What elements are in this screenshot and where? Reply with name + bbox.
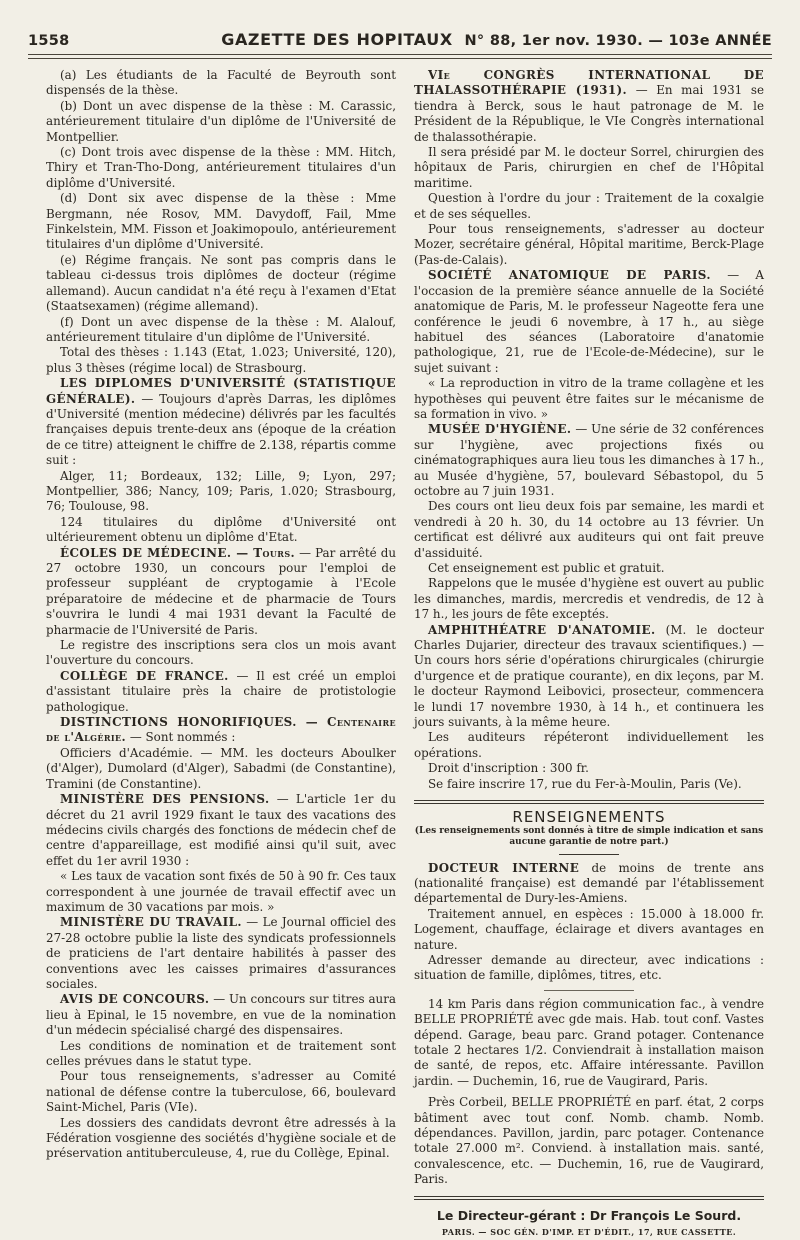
ad-divider	[544, 990, 634, 991]
section-congres	[414, 68, 764, 145]
short-divider	[559, 854, 619, 855]
interne-p3: Adresser demande au directeur, avec indications : situation de famille, diplômes, titres, etc.	[414, 952, 764, 983]
renseignements-note: (Les renseignements sont donnés à titre de simple indication et sans aucune garantie de notre part.)	[414, 825, 764, 847]
musee-p2: Des cours ont lieu deux fois par semaine, les mardi et vendredi à 20 h. 30, du 14 octobre au 13 février. Un certificat est délivré aux auditeurs qui ont fait preuve d'assiduité.	[414, 499, 764, 560]
header-rule	[28, 54, 772, 55]
section-text: — Une série de 32 conférences sur l'hygiène, avec projections fixés ou cinématographiques aura lieu tous les dimanches à 17 h., au Musée d'hygiène, 57, boulevard Sébastopol, du 5 octobre au 7 juin 1931.	[414, 422, 764, 498]
note-e: (e) Régime français. Ne sont pas compris dans le tableau ci-dessus trois diplômes de docteur (régime allemand). Aucun candidat n'a été reçu à l'examen d'Etat (Staatsexamen) (régime allemand).	[46, 252, 396, 314]
diplomes-end: 124 titulaires du diplôme d'Université ont ultérieurement obtenu un diplôme d'Etat.	[46, 514, 396, 545]
note-d: (d) Dont six avec dispense de la thèse : Mme Bergmann, née Rosov, MM. Davydoff, Fail, Mme Finkelstein, MM. Fisson et Joakimopoulo, antérieurement titulaires d'un diplôme d'Université.	[46, 191, 396, 252]
concours-p2: Les conditions de nomination et de traitement sont celles prévues dans le statut type.	[46, 1038, 396, 1068]
section-text: — Par arrêté du 27 octobre 1930, un concours pour l'emploi de professeur suppléant de cryptogamie à l'Ecole préparatoire de médecine et de pharmacie de Tours s'ouvrira le lundi 4 mai 1931 devant la Faculté de pharmacie de l'Université de Paris.	[46, 545, 396, 637]
interne-p2: Traitement annuel, en espèces : 15.000 à 18.000 fr. Logement, chauffage, éclairage et divers avantages en nature.	[414, 906, 764, 952]
note-f: (f) Dont un avec dispense de la thèse : M. Alalouf, antérieurement titulaire d'un diplôme de l'Université.	[46, 314, 396, 344]
footer-divider	[414, 1196, 764, 1200]
pensions-quote: « Les taux de vacation sont fixés de 50 à 90 fr. Ces taux correspondent à une journée de travail effectif avec un maximum de 30 vacations par mois. »	[46, 869, 396, 914]
header-rule-thin	[28, 58, 772, 59]
concours-p4: Les dossiers des candidats devront être adressés à la Fédération vosgienne des sociétés d'hygiène sociale et de préservation antituberculeuse, 4, rue du Collège, Epinal.	[46, 1115, 396, 1161]
section-heading: DOCTEUR INTERNE	[428, 860, 580, 875]
section-heading: COLLÈGE DE FRANCE.	[60, 668, 229, 683]
printer-imprint: PARIS. — SOC GÉN. D'IMP. ET D'ÉDIT., 17, RUE CASSETTE.	[441, 1227, 737, 1238]
section-heading: MUSÉE D'HYGIÈNE.	[428, 422, 572, 437]
section-heading: DISTINCTIONS HONORIFIQUES. — Centenaire de l'Algérie.	[46, 715, 396, 745]
section-heading: LES DIPLOMES D'UNIVERSITÉ (STATISTIQUE GÉNÉRALE).	[46, 376, 396, 406]
directeur-gerant: Le Directeur-gérant : Dr François Le Sourd.	[436, 1207, 742, 1223]
total-theses: Total des thèses : 1.143 (Etat, 1.023; Université, 120), plus 3 thèses (régime local) de Strasbourg.	[46, 345, 396, 375]
renseignements-title: RENSEIGNEMENTS	[512, 808, 666, 827]
section-heading: MINISTÈRE DES PENSIONS.	[60, 792, 270, 807]
section-heading: MINISTÈRE DU TRAVAIL.	[60, 915, 242, 930]
section-distinctions	[46, 715, 396, 746]
right-column	[414, 68, 764, 1240]
section-text: — Le Journal officiel des 27-28 octobre publie la liste des syndicats professionnels de praticiens de l'art dentaire habilités à passer des conventions avec les caisses primaires d'assurances sociales.	[46, 915, 396, 991]
concours-p3: Pour tous renseignements, s'adresser au Comité national de défense contre la tuberculose, 66, boulevard Saint-Michel, Paris (VIe).	[46, 1069, 396, 1115]
amphi-p2: Les auditeurs répéteront individuellement les opérations.	[414, 730, 764, 760]
section-text: — A l'occasion de la première séance annuelle de la Société anatomique de Paris, M. le professeur Nageotte fera une conférence le jeudi 6 novembre, à 17 h., au siège habituel des séances (Laboratoire d'anatomie pathologique, 21, rue de l'Ecole-de-Médecine), sur le sujet suivant :	[414, 268, 764, 375]
page-number: 1558	[28, 33, 70, 49]
diplomes-list: Alger, 11; Bordeaux, 132; Lille, 9; Lyon, 297; Montpellier, 386; Nancy, 109; Paris, 1.020; Strasbourg, 76; Toulouse, 98.	[46, 468, 396, 514]
section-divider	[414, 800, 764, 804]
section-text: — Un concours sur titres aura lieu à Epinal, le 15 novembre, en vue de la nomination d'un médecin spécialisé chargé des dispensaires.	[46, 992, 396, 1038]
section-ecoles	[46, 546, 396, 638]
section-text: — En mai 1931 se tiendra à Berck, sous le haut patronage de M. le Président de la République, le VIe Congrès international de thalassothérapie.	[414, 83, 764, 144]
classified-ad-2: Près Corbeil, BELLE PROPRIÉTÉ en parf. état, 2 corps bâtiment avec tout conf. Nomb. chamb. Nomb. dépendances. Pavillon, jardin, parc potager. Contenance totale 27.000 m². Conviend. à installation mais. santé, convalescence, etc. — Duchemin, 16, rue de Vaugirard, Paris.	[414, 1095, 764, 1187]
left-column	[46, 68, 396, 1162]
congres-p4: Pour tous renseignements, s'adresser au docteur Mozer, secrétaire général, Hôpital maritime, Berck-Plage (Pas-de-Calais).	[414, 222, 764, 267]
section-heading: SOCIÉTÉ ANATOMIQUE DE PARIS.	[428, 268, 711, 283]
issue-info: N° 88, 1er nov. 1930. — 103e ANNÉE	[464, 33, 772, 49]
section-musee	[414, 422, 764, 499]
section-heading: VIe CONGRÈS INTERNATIONAL DE THALASSOTHÉRAPIE (1931).	[414, 68, 764, 98]
section-concours	[46, 992, 396, 1038]
congres-p2: Il sera présidé par M. le docteur Sorrel, chirurgien des hôpitaux de Paris, chirurgien en chef de l'Hôpital maritime.	[414, 145, 764, 190]
section-text: — Sont nommés :	[126, 730, 236, 745]
section-travail	[46, 915, 396, 992]
section-anatomique	[414, 268, 764, 376]
amphi-p4: Se faire inscrire 17, rue du Fer-à-Moulin, Paris (Ve).	[428, 776, 742, 791]
section-text: de moins de trente ans (nationalité française) est demandé par l'établissement départemental de Dury-les-Amiens.	[414, 860, 765, 906]
musee-p4: Rappelons que le musée d'hygiène est ouvert au public les dimanches, mardis, mercredis et vendredis, de 12 à 17 h., les jours de fête exceptés.	[414, 576, 764, 622]
section-college	[46, 669, 396, 715]
amphi-p3: Droit d'inscription : 300 fr.	[428, 761, 589, 776]
congres-p3: Question à l'ordre du jour : Traitement de la coxalgie et de ses séquelles.	[414, 191, 764, 221]
section-diplomes	[46, 376, 396, 468]
classified-ad-1: 14 km Paris dans région communication fac., à vendre BELLE PROPRIÉTÉ avec gde mais. Hab. tout conf. Vastes dépend. Garage, beau parc. Grand potager. Contenance totale 2 hectares 1/2. Conviendrait à installation maison de santé, de repos, etc. Affaire intéressante. Pavillon jardin. — Duchemin, 16, rue de Vaugirard, Paris.	[414, 996, 764, 1088]
anat-quote: « La reproduction in vitro de la trame collagène et les hypothèses qui peuvent être faites sur le mécanisme de sa formation in vivo. »	[414, 376, 764, 421]
journal-title: GAZETTE DES HOPITAUX	[221, 30, 453, 49]
section-text: — Il est créé un emploi d'assistant titulaire près la chaire de protistologie pathologique.	[46, 668, 396, 714]
page-header	[28, 30, 772, 54]
distinctions-p2: Officiers d'Académie. — MM. les docteurs Aboulker (d'Alger), Dumolard (d'Alger), Sabadmi (de Constantine), Tramini (de Constantine).	[46, 745, 396, 791]
section-interne	[414, 861, 764, 907]
section-text: — Toujours d'après Darras, les diplômes d'Université (mention médecine) délivrés par les facultés françaises depuis trente-deux ans (époque de la création de ce titre) atteignent le chiffre de 2.138, répartis comme suit :	[46, 391, 396, 468]
musee-p3: Cet enseignement est public et gratuit.	[428, 561, 665, 575]
section-heading: ÉCOLES DE MÉDECINE. — Tours.	[60, 545, 296, 560]
ecoles-p2: Le registre des inscriptions sera clos un mois avant l'ouverture du concours.	[46, 638, 396, 668]
note-a: (a) Les étudiants de la Faculté de Beyrouth sont dispensés de la thèse.	[46, 68, 396, 98]
section-pensions	[46, 792, 396, 869]
section-heading: AMPHITHÉATRE D'ANATOMIE.	[428, 622, 656, 637]
section-amphitheatre	[414, 623, 764, 731]
note-b: (b) Dont un avec dispense de la thèse : M. Carassic, antérieurement titulaire d'un diplôme de l'Université de Montpellier.	[46, 98, 396, 144]
section-text: (M. le docteur Charles Dujarier, directeur des travaux scientifiques.) — Un cours hors série d'opérations chirurgicales (chirurgie d'urgence et de pratique courante), en dix leçons, par M. le docteur Raymond Leibovici, prosecteur, commencera le lundi 17 novembre 1930, à 14 h., et continuera les jours suivants, à la même heure.	[414, 622, 764, 730]
section-text: — L'article 1er du décret du 21 avril 1929 fixant le taux des vacations des médecins civils chargés des fonctions de médecin chef de centre d'appareillage, est modifié ainsi qu'il suit, avec effet du 1er avril 1930 :	[46, 792, 396, 868]
section-heading: AVIS DE CONCOURS.	[60, 992, 210, 1007]
note-c: (c) Dont trois avec dispense de la thèse : MM. Hitch, Thiry et Tran-Tho-Dong, antérieurement titulaires d'un diplôme d'Université.	[46, 145, 396, 190]
